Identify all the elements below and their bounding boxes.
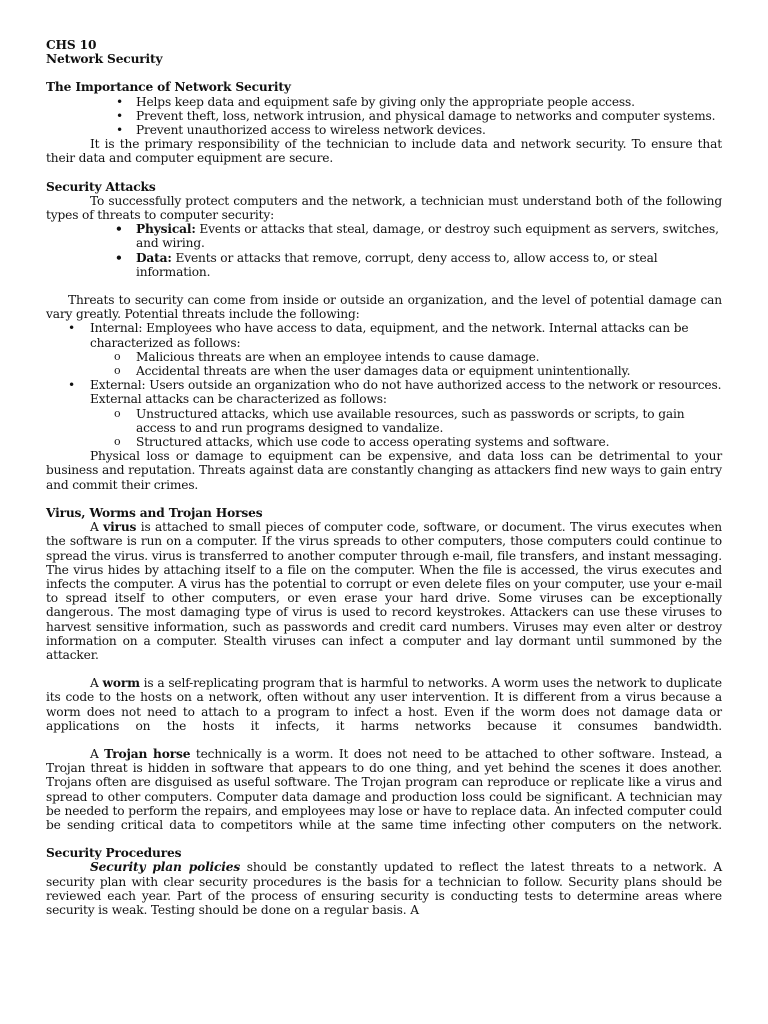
list-item [46, 378, 722, 449]
section-heading-malware: Virus, Worms and Trojan Horses [46, 505, 263, 520]
section-heading-procedures: Security Procedures [46, 846, 182, 861]
section-heading-importance: The Importance of Network Security [46, 80, 291, 95]
list-item: • Prevent unauthorized access to wireless network devices. [46, 123, 722, 137]
list-item [46, 321, 722, 378]
virus-term: virus [103, 520, 137, 535]
trojan-lead: A [90, 746, 105, 761]
threats-intro: Threats to security can come from inside or outside an organization, and the level of potential damage can vary greatly. Potential threats include the following: [46, 293, 722, 322]
procedures-text: should be constantly updated to reflect the latest threats to a network. A security plan with clear security procedures is the basis for a technician to follow. Security plans should be reviewed each year. Part of the process of ensuring security is conducting tests to determine areas where security is weak. Testing should be done on a regular basis. A [46, 860, 722, 917]
list-item: o Malicious threats are when an employee intends to cause damage. [90, 350, 722, 364]
threat-sources-list [46, 321, 722, 449]
external-threats: External: Users outside an organization who do not have authorized access to the network or resources. External attacks can be characterized as follows: [90, 378, 722, 407]
term-physical: Physical: [136, 222, 196, 237]
virus-text: is attached to small pieces of computer code, software, or document. The virus executes when the software is run on a computer. If the virus spreads to other computers, those computers could continue to spread the virus. virus is transferred to another computer through e-mail, file transfers, and instant messaging. The virus hides by attaching itself to a file on the computer. When the file is accessed, the virus executes and infects the computer. A virus has the potential to corrupt or even delete files on your computer, use your e-mail to spread itself to other computers, or even erase your hard drive. Some viruses can be exceptionally dangerous. The most damaging type of virus is used to record keystrokes. Attackers can use these viruses to harvest sensitive information, such as passwords and credit card numbers. Viruses may even alter or destroy information on a computer. Stealth viruses can infect a computer and lay dormant until summoned by the attacker. [46, 520, 722, 662]
security-plan-term: Security plan policies [90, 860, 241, 875]
document-title: Network Security [46, 52, 163, 67]
trojan-paragraph [46, 747, 722, 832]
list-item [46, 251, 722, 279]
term-data-text: Events or attacks that remove, corrupt, deny access to, allow access to, or steal information. [136, 250, 658, 279]
list-item: o Unstructured attacks, which use available resources, such as passwords or scripts, to gain access to and run programs designed to vandalize. [90, 407, 722, 435]
chapter-label: CHS 10 [46, 38, 97, 52]
term-data: Data: [136, 250, 172, 265]
term-physical-text: Events or attacks that steal, damage, or destroy such equipment as servers, switches, and wiring. [136, 222, 719, 251]
importance-paragraph: It is the primary responsibility of the technician to include data and network security. To ensure that their data and computer equipment are secure. [46, 137, 722, 166]
trojan-text: technically is a worm. It does not need to be attached to other software. Instead, a Trojan threat is hidden in software that appears to do one thing, and yet behind the scenes it does another. Trojans often are disguised as useful software. The Trojan program can reproduce or replicate like a virus and spread to other computers. Computer data damage and production loss could be significant. A technician may be needed to perform the repairs, and employees may lose or have to replace data. An infected computer could be sending critical data to competitors while at the same time infecting other computers on the network. [46, 746, 722, 832]
internal-threats: Internal: Employees who have access to data, equipment, and the network. Internal attacks can be characterized as follows: [90, 321, 689, 350]
external-sub-list [90, 407, 722, 450]
procedures-paragraph [46, 860, 722, 917]
attacks-closing: Physical loss or damage to equipment can be expensive, and data loss can be detrimental to your business and reputation. Threats against data are constantly changing as attackers find new ways to gain entry and commit their crimes. [46, 449, 722, 492]
virus-lead: A [90, 520, 104, 535]
list-item: o Accidental threats are when the user damages data or equipment unintentionally. [90, 364, 722, 378]
list-item: o Structured attacks, which use code to access operating systems and software. [90, 435, 722, 449]
virus-paragraph [46, 520, 722, 662]
worm-text: is a self-replicating program that is harmful to networks. A worm uses the network to duplicate its code to the hosts on a network, often without any user intervention. It is different from a virus because a worm does not need to attach to a program to infect a host. Even if the worm does not damage data or applications on the hosts it infects, it harms networks because it consumes bandwidth. [46, 676, 722, 733]
list-item: • Helps keep data and equipment safe by giving only the appropriate people access. [46, 95, 722, 109]
list-item: • Prevent theft, loss, network intrusion, and physical damage to networks and computer systems. [46, 109, 722, 123]
threat-types-list [46, 222, 722, 279]
section-heading-attacks: Security Attacks [46, 179, 156, 194]
attacks-intro: To successfully protect computers and the network, a technician must understand both of the following types of threats to computer security: [46, 193, 722, 223]
list-item [46, 222, 722, 250]
importance-bullet-list [46, 95, 722, 138]
worm-lead: A [90, 676, 103, 691]
worm-paragraph [46, 676, 722, 733]
trojan-term: Trojan horse [104, 746, 191, 761]
internal-sub-list [90, 350, 722, 378]
worm-term: worm [102, 676, 140, 691]
